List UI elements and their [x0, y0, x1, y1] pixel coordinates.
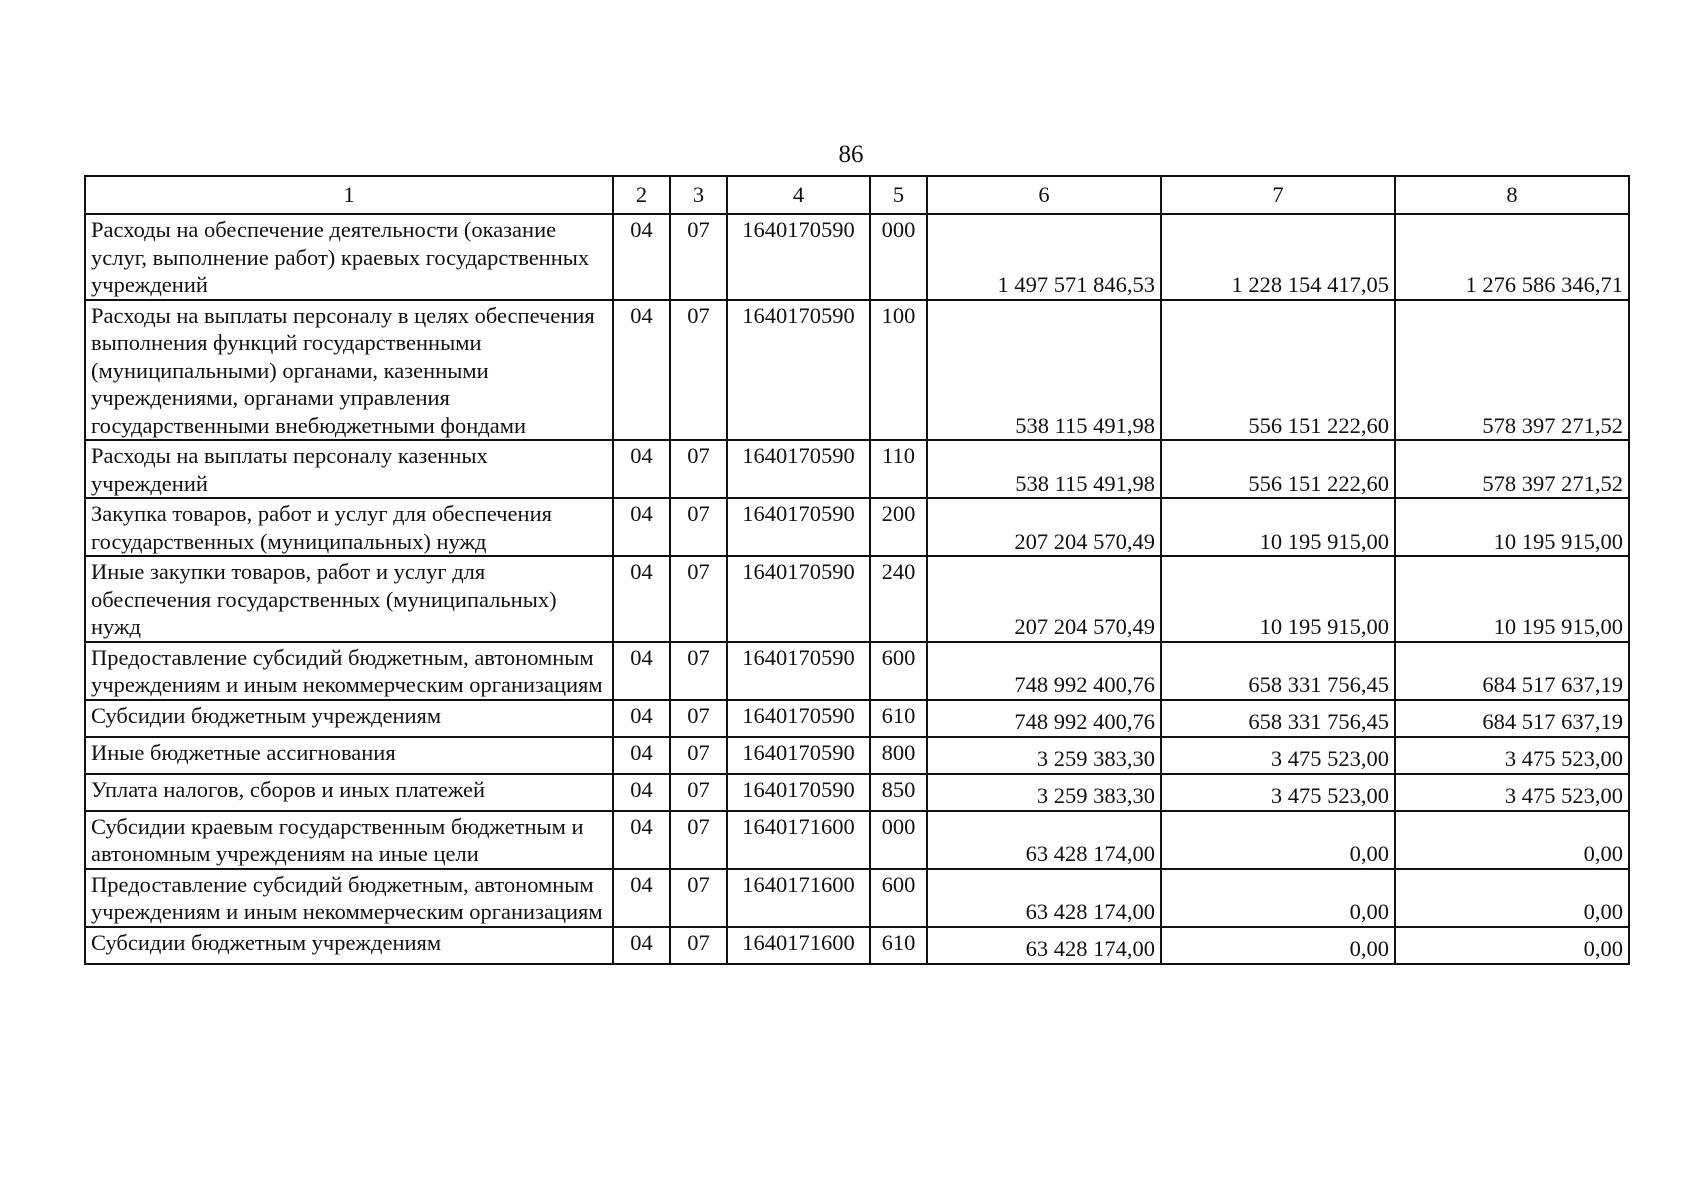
row-subsection: 07	[670, 869, 727, 927]
row-name: Расходы на выплаты персоналу в целях обеспечения выполнения функций государственными (муниципальными) органами, казенными учреждениями, органами управления государственными внебюджетными фондами	[85, 300, 613, 441]
page-number: 86	[838, 141, 864, 168]
table-row	[85, 869, 1629, 927]
row-amount-col6: 538 115 491,98	[927, 300, 1161, 441]
row-amount-col6: 1 497 571 846,53	[927, 214, 1161, 300]
row-expense-type: 610	[870, 927, 927, 964]
row-section: 04	[613, 811, 670, 869]
row-subsection: 07	[670, 774, 727, 811]
table-row	[85, 737, 1629, 774]
row-subsection: 07	[670, 440, 727, 498]
header-col-8: 8	[1395, 176, 1629, 214]
row-amount-col8: 0,00	[1395, 811, 1629, 869]
row-amount-col7: 3 475 523,00	[1161, 737, 1395, 774]
table-row	[85, 642, 1629, 700]
row-subsection: 07	[670, 498, 727, 556]
row-section: 04	[613, 642, 670, 700]
row-section: 04	[613, 214, 670, 300]
row-amount-col8: 0,00	[1395, 927, 1629, 964]
row-expense-type: 200	[870, 498, 927, 556]
row-target-article: 1640170590	[727, 214, 870, 300]
row-amount-col8: 3 475 523,00	[1395, 737, 1629, 774]
row-subsection: 07	[670, 214, 727, 300]
row-name: Предоставление субсидий бюджетным, автономным учреждениям и иным некоммерческим организациям	[85, 642, 613, 700]
row-target-article: 1640171600	[727, 927, 870, 964]
row-amount-col8: 1 276 586 346,71	[1395, 214, 1629, 300]
budget-table	[84, 175, 1630, 965]
row-target-article: 1640170590	[727, 440, 870, 498]
row-subsection: 07	[670, 927, 727, 964]
table-row	[85, 700, 1629, 737]
row-expense-type: 610	[870, 700, 927, 737]
row-name: Субсидии бюджетным учреждениям	[85, 700, 613, 737]
row-amount-col6: 538 115 491,98	[927, 440, 1161, 498]
row-amount-col6: 63 428 174,00	[927, 811, 1161, 869]
row-amount-col7: 658 331 756,45	[1161, 700, 1395, 737]
row-section: 04	[613, 300, 670, 441]
header-col-4: 4	[727, 176, 870, 214]
row-name: Расходы на обеспечение деятельности (оказание услуг, выполнение работ) краевых государственных учреждений	[85, 214, 613, 300]
row-amount-col8: 684 517 637,19	[1395, 642, 1629, 700]
row-name: Закупка товаров, работ и услуг для обеспечения государственных (муниципальных) нужд	[85, 498, 613, 556]
row-section: 04	[613, 556, 670, 642]
table-row	[85, 811, 1629, 869]
row-expense-type: 800	[870, 737, 927, 774]
row-amount-col8: 578 397 271,52	[1395, 440, 1629, 498]
row-name: Субсидии краевым государственным бюджетным и автономным учреждениям на иные цели	[85, 811, 613, 869]
row-amount-col6: 748 992 400,76	[927, 700, 1161, 737]
row-amount-col7: 556 151 222,60	[1161, 440, 1395, 498]
row-name: Предоставление субсидий бюджетным, автономным учреждениям и иным некоммерческим организациям	[85, 869, 613, 927]
row-amount-col6: 63 428 174,00	[927, 927, 1161, 964]
row-expense-type: 000	[870, 214, 927, 300]
row-target-article: 1640170590	[727, 737, 870, 774]
row-section: 04	[613, 869, 670, 927]
header-col-5: 5	[870, 176, 927, 214]
table-row	[85, 214, 1629, 300]
row-expense-type: 600	[870, 869, 927, 927]
table-row	[85, 498, 1629, 556]
row-amount-col8: 10 195 915,00	[1395, 556, 1629, 642]
row-expense-type: 240	[870, 556, 927, 642]
row-subsection: 07	[670, 556, 727, 642]
row-subsection: 07	[670, 642, 727, 700]
row-target-article: 1640170590	[727, 700, 870, 737]
row-expense-type: 850	[870, 774, 927, 811]
row-section: 04	[613, 440, 670, 498]
row-expense-type: 000	[870, 811, 927, 869]
table-row	[85, 774, 1629, 811]
header-col-1: 1	[85, 176, 613, 214]
row-amount-col6: 3 259 383,30	[927, 737, 1161, 774]
row-section: 04	[613, 498, 670, 556]
table-row	[85, 556, 1629, 642]
row-expense-type: 100	[870, 300, 927, 441]
row-section: 04	[613, 774, 670, 811]
row-section: 04	[613, 737, 670, 774]
table-row	[85, 300, 1629, 441]
row-subsection: 07	[670, 811, 727, 869]
header-col-7: 7	[1161, 176, 1395, 214]
row-amount-col7: 0,00	[1161, 927, 1395, 964]
row-section: 04	[613, 927, 670, 964]
row-target-article: 1640170590	[727, 300, 870, 441]
row-target-article: 1640171600	[727, 869, 870, 927]
table-row	[85, 440, 1629, 498]
row-expense-type: 600	[870, 642, 927, 700]
row-amount-col6: 748 992 400,76	[927, 642, 1161, 700]
header-col-2: 2	[613, 176, 670, 214]
row-amount-col8: 578 397 271,52	[1395, 300, 1629, 441]
row-amount-col7: 658 331 756,45	[1161, 642, 1395, 700]
row-amount-col7: 0,00	[1161, 811, 1395, 869]
row-name: Иные закупки товаров, работ и услуг для обеспечения государственных (муниципальных) нужд	[85, 556, 613, 642]
row-name: Иные бюджетные ассигнования	[85, 737, 613, 774]
row-section: 04	[613, 700, 670, 737]
row-amount-col6: 3 259 383,30	[927, 774, 1161, 811]
row-amount-col6: 207 204 570,49	[927, 498, 1161, 556]
row-target-article: 1640170590	[727, 556, 870, 642]
row-amount-col7: 10 195 915,00	[1161, 498, 1395, 556]
row-amount-col7: 3 475 523,00	[1161, 774, 1395, 811]
row-amount-col7: 10 195 915,00	[1161, 556, 1395, 642]
row-subsection: 07	[670, 737, 727, 774]
row-amount-col8: 684 517 637,19	[1395, 700, 1629, 737]
row-target-article: 1640170590	[727, 774, 870, 811]
row-amount-col7: 556 151 222,60	[1161, 300, 1395, 441]
row-name: Уплата налогов, сборов и иных платежей	[85, 774, 613, 811]
row-subsection: 07	[670, 300, 727, 441]
header-col-3: 3	[670, 176, 727, 214]
header-col-6: 6	[927, 176, 1161, 214]
row-subsection: 07	[670, 700, 727, 737]
row-amount-col8: 0,00	[1395, 869, 1629, 927]
row-expense-type: 110	[870, 440, 927, 498]
table-row	[85, 927, 1629, 964]
row-amount-col8: 3 475 523,00	[1395, 774, 1629, 811]
row-amount-col6: 207 204 570,49	[927, 556, 1161, 642]
row-target-article: 1640171600	[727, 811, 870, 869]
row-amount-col6: 63 428 174,00	[927, 869, 1161, 927]
row-amount-col8: 10 195 915,00	[1395, 498, 1629, 556]
row-target-article: 1640170590	[727, 498, 870, 556]
row-amount-col7: 1 228 154 417,05	[1161, 214, 1395, 300]
row-target-article: 1640170590	[727, 642, 870, 700]
header-row	[85, 176, 1629, 214]
row-name: Расходы на выплаты персоналу казенных учреждений	[85, 440, 613, 498]
row-amount-col7: 0,00	[1161, 869, 1395, 927]
row-name: Субсидии бюджетным учреждениям	[85, 927, 613, 964]
